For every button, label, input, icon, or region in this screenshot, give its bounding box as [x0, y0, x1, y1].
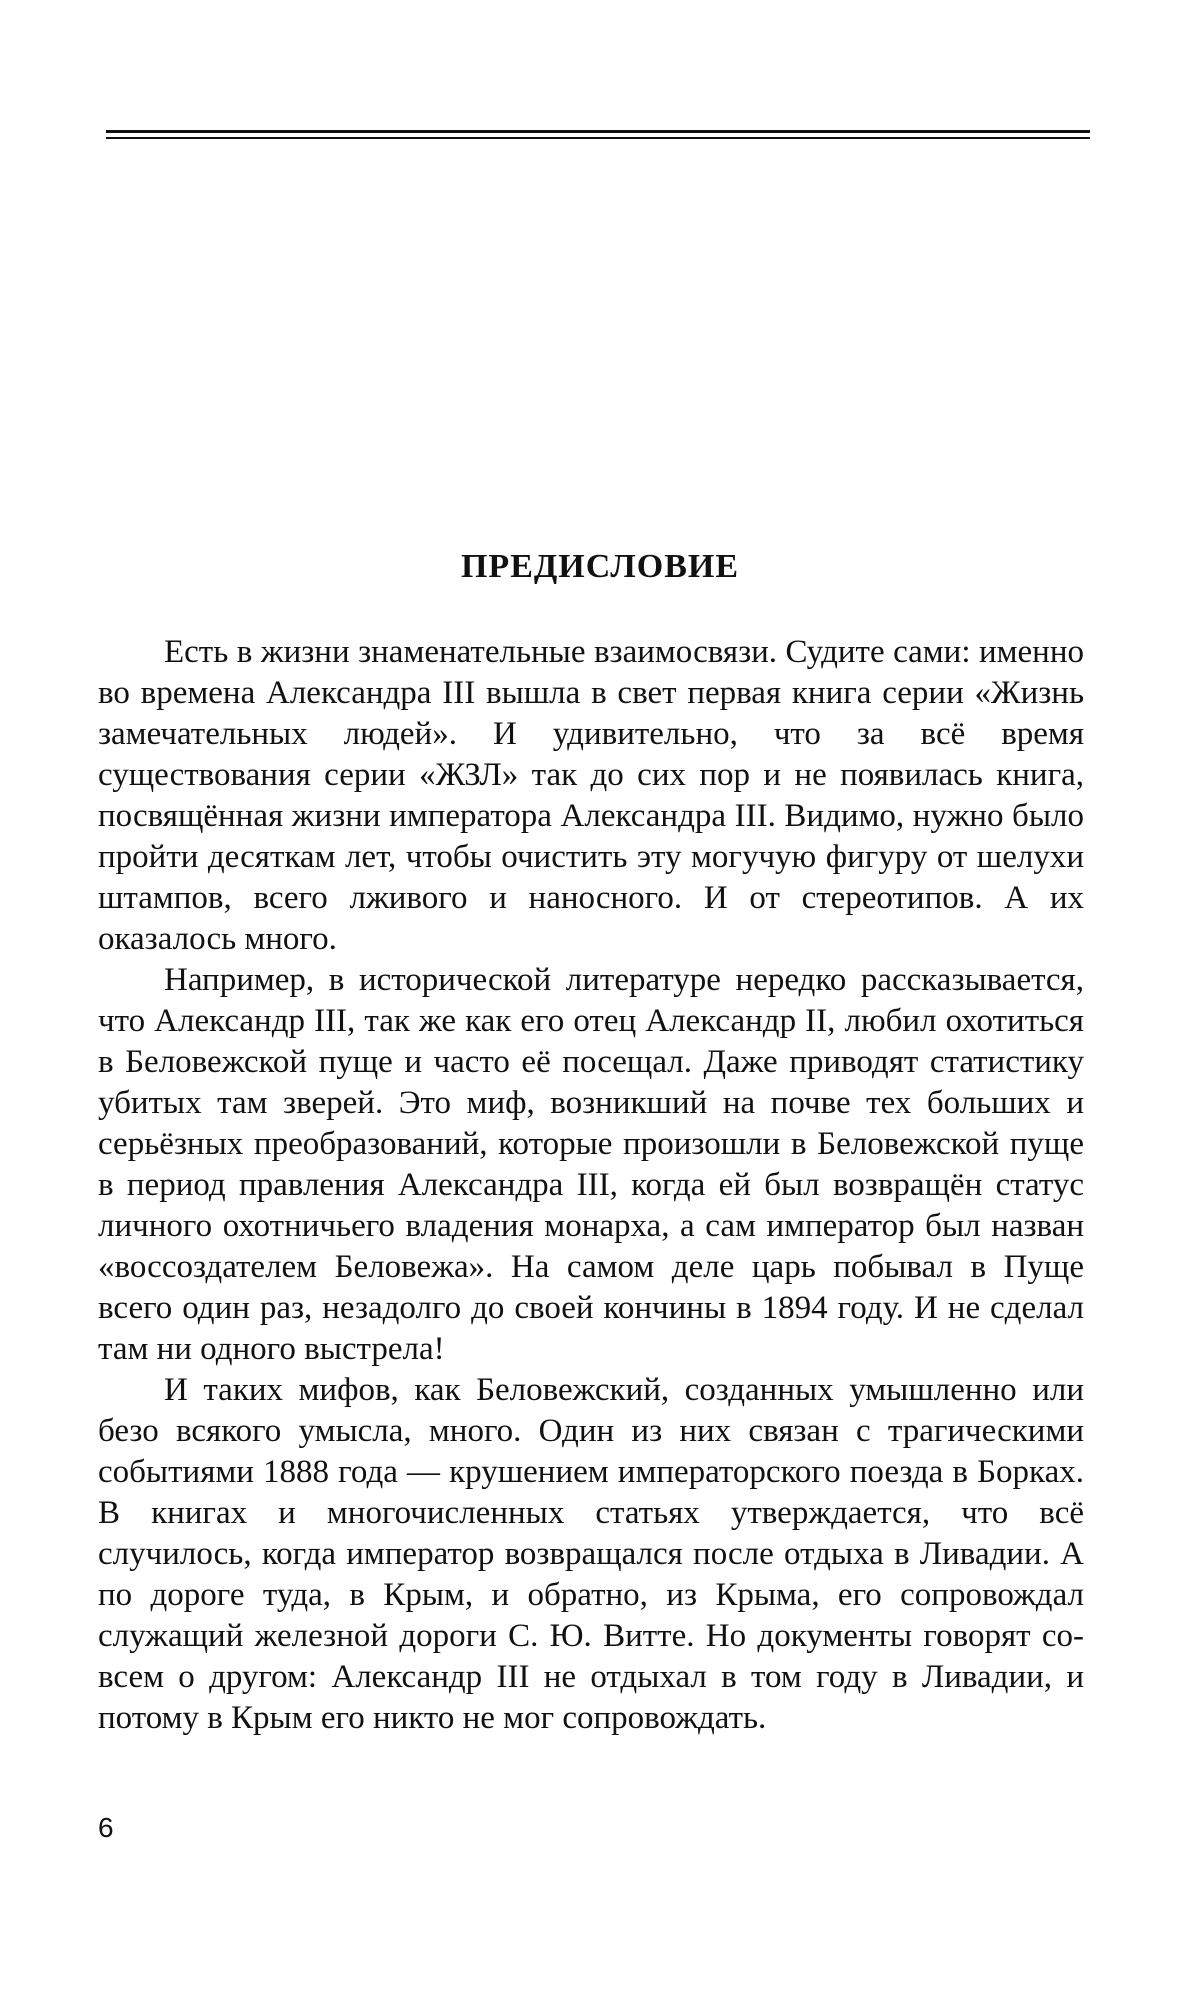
paragraph: Есть в жизни знаменательные взаимосвязи. Судите сами: именно во времена Александра III вышла в свет первая книга серии «Жизнь замечательных людей». И удивительно, что за всё время существования серии «ЖЗЛ» так до сих пор и не появилась книга, посвящённая жизни императора Александра III. Видимо, нужно было пройти десяткам лет, чтобы очистить эту могучую фигуру от шелухи штампов, всего лживого и наносного. И от стереотипов. А их оказалось много. — [98, 634, 1084, 957]
page-number: 6 — [98, 1812, 114, 1843]
header-rule-thick — [106, 130, 1090, 133]
body-text — [98, 632, 1084, 1739]
header-rule-thin — [106, 137, 1090, 139]
paragraph: Например, в исторической литературе нередко рассказывается, что Александр III, так же как его отец Александр II, любил охотиться в Беловежской пуще и часто её посещал. Даже приводят статистику убитых там зверей. Это миф, возникший на почве тех больших и серьёзных преобразований, которые произошли в Беловежской пуще в период правления Александра III, когда ей был возвращён статус личного охотничьего владения монарха, а сам император был назван «воссоздателем Беловежа». На самом деле царь побывал в Пуще всего один раз, незадолго до своей кончины в 1894 году. И не сделал там ни одного выстрела! — [98, 962, 1084, 1367]
chapter-title: ПРЕДИСЛОВИЕ — [460, 548, 740, 585]
paragraph: И таких мифов, как Беловежский, созданных умышленно или безо всякого умысла, много. Один из них связан с трагическими событиями 1888 года — крушением императорского поезда в Борках. В книгах и многочисленных статьях утверждается, что всё случилось, когда император возвращался после отдыха в Ливадии. А по дороге туда, в Крым, и обратно, из Крыма, его сопровождал служащий железной дороги С. Ю. Витте. Но документы говорят совсем о другом: Александр III не отдыхал в том году в Ливадии, и потому в Крым его никто не мог сопровождать. — [98, 1372, 1084, 1736]
